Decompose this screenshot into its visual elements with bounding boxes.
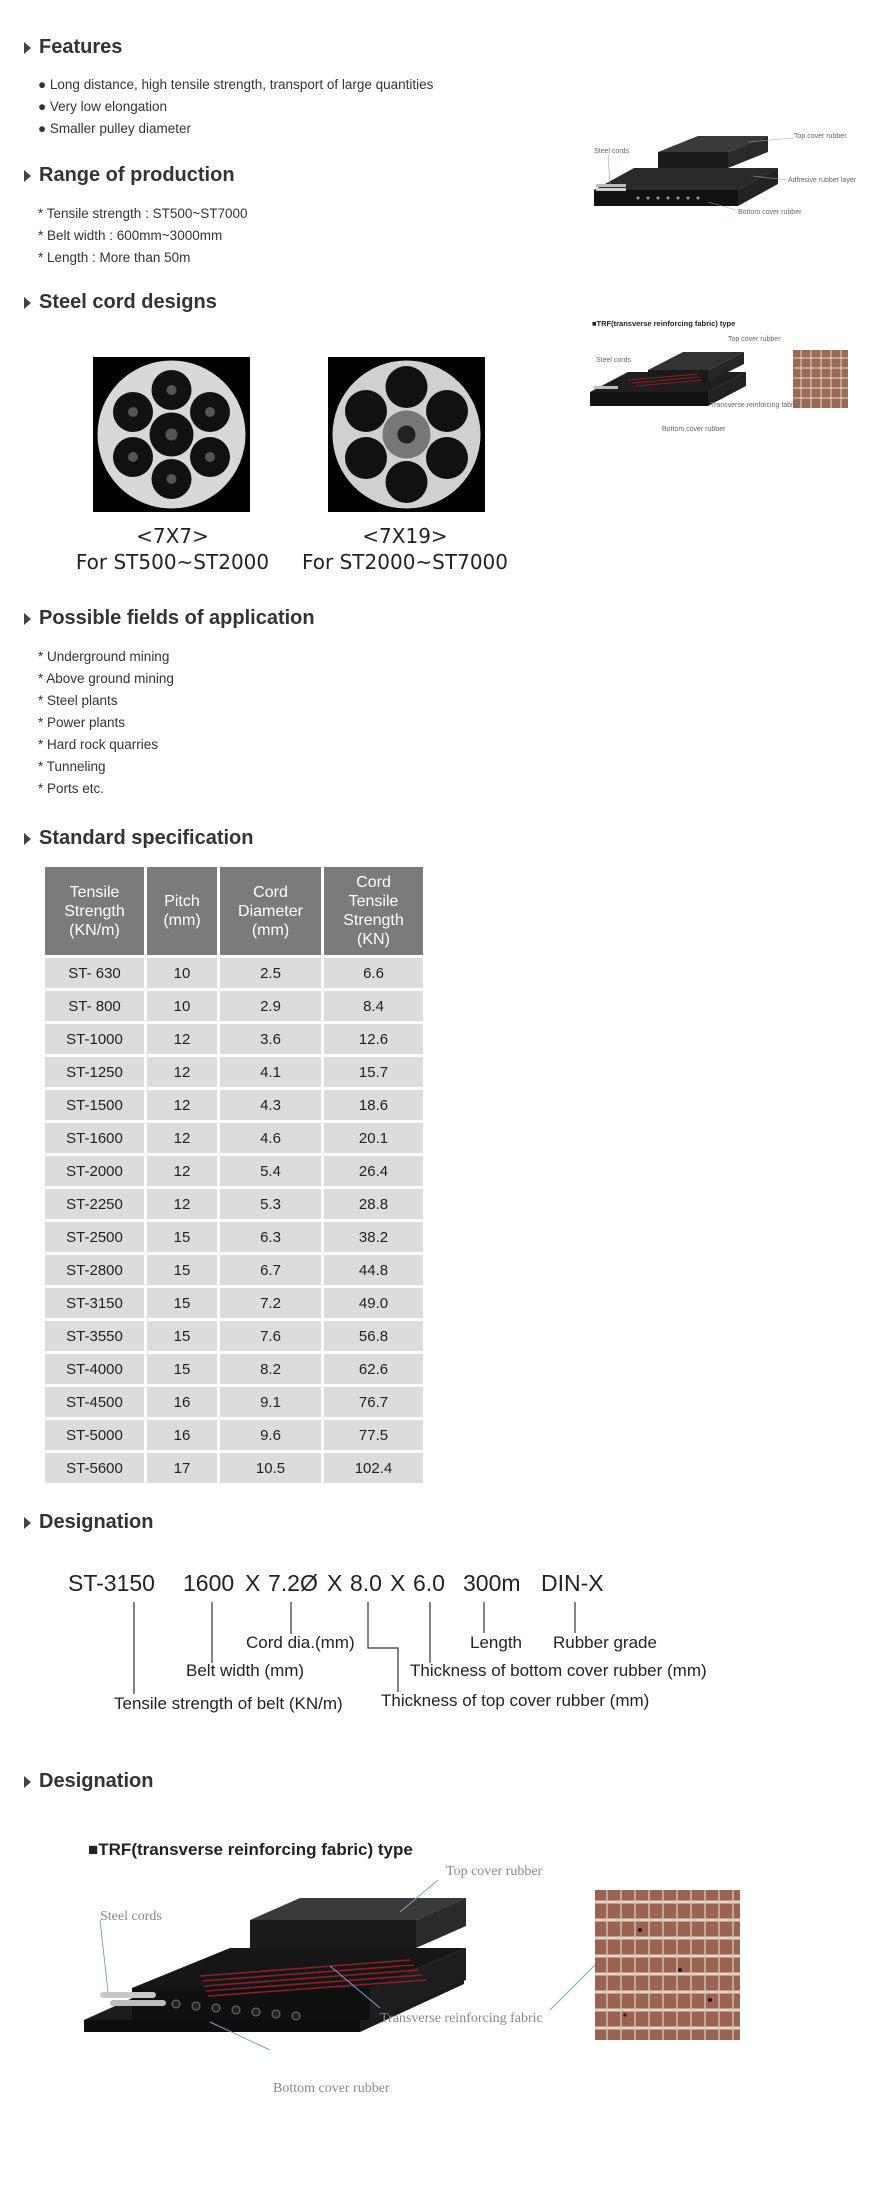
table-row [45, 1189, 423, 1219]
table-cell: 5.4 [220, 1156, 321, 1186]
list-item: * Ports etc. [38, 781, 105, 796]
table-cell: 77.5 [324, 1420, 423, 1450]
col-header-cord-diameter: Cord Diameter (mm) [220, 867, 321, 955]
table-cell: ST-5000 [45, 1420, 144, 1450]
label-belt-width: Belt width (mm) [186, 1661, 305, 1680]
cord-7x7-name: <7X7> [136, 524, 209, 548]
table-row [45, 1255, 423, 1285]
table-cell: 9.1 [220, 1387, 321, 1417]
table-cell: 10 [147, 991, 217, 1021]
table-row [45, 958, 423, 988]
triangle-icon [24, 1517, 31, 1529]
list-item: * Tensile strength : ST500~ST7000 [38, 206, 248, 221]
triangle-icon [24, 1776, 31, 1788]
table-cell: 102.4 [324, 1453, 423, 1483]
table-row [45, 1222, 423, 1252]
table-row [45, 1387, 423, 1417]
cord-7x19-range: For ST2000~ST7000 [302, 550, 508, 574]
table-cell: ST-1250 [45, 1057, 144, 1087]
table-row [45, 1090, 423, 1120]
code-rubber-grade: DIN-X [541, 1570, 604, 1596]
table-cell: 3.6 [220, 1024, 321, 1054]
table-row [45, 1024, 423, 1054]
spec-heading: Standard specification [24, 827, 254, 850]
range-list [38, 203, 248, 269]
small-trf-steel-cords-label: Steel cords [596, 357, 632, 364]
table-cell: ST-5600 [45, 1453, 144, 1483]
table-header-row [45, 867, 423, 955]
small-trf-title: ■TRF(transverse reinforcing fabric) type [592, 319, 736, 328]
cord-7x7-image [93, 357, 250, 512]
table-cell: 9.6 [220, 1420, 321, 1450]
table-cell: ST-1500 [45, 1090, 144, 1120]
trf-top-cover-label: Top cover rubber [446, 1864, 543, 1879]
small-steel-cords-label: Steel cords [594, 148, 630, 155]
list-item: * Power plants [38, 715, 126, 730]
table-cell: 6.3 [220, 1222, 321, 1252]
table-cell: 17 [147, 1453, 217, 1483]
label-tensile: Tensile strength of belt (KN/m) [114, 1694, 343, 1713]
table-row [45, 991, 423, 1021]
code-top-thickness: 8.0 [350, 1570, 382, 1596]
table-row [45, 1321, 423, 1351]
table-cell: 10.5 [220, 1453, 321, 1483]
table-cell: 12 [147, 1090, 217, 1120]
small-trf-top-cover-label: Top cover rubber [728, 336, 781, 343]
list-item: ● Very low elongation [38, 99, 167, 114]
small-top-cover-label: Top cover rubber [794, 133, 847, 140]
cord-designs-heading: Steel cord designs [24, 291, 217, 314]
code-width: 1600 [183, 1570, 235, 1596]
triangle-icon [24, 297, 31, 309]
table-row [45, 1057, 423, 1087]
table-cell: 4.1 [220, 1057, 321, 1087]
list-item: * Steel plants [38, 693, 118, 708]
list-item: ● Smaller pulley diameter [38, 121, 191, 136]
code-cord-dia: 7.2Ø [268, 1570, 318, 1596]
cord-7x19-caption [290, 523, 520, 575]
list-item: * Length : More than 50m [38, 250, 191, 265]
table-cell: ST-2800 [45, 1255, 144, 1285]
table-cell: 12 [147, 1123, 217, 1153]
table-cell: 44.8 [324, 1255, 423, 1285]
table-cell: 12 [147, 1189, 217, 1219]
table-cell: ST-2250 [45, 1189, 144, 1219]
triangle-icon [24, 613, 31, 625]
code-length: 300m [463, 1570, 521, 1596]
table-cell: 4.6 [220, 1123, 321, 1153]
table-cell: 49.0 [324, 1288, 423, 1318]
table-row [45, 1354, 423, 1384]
table-cell: ST-1600 [45, 1123, 144, 1153]
triangle-icon [24, 833, 31, 845]
features-heading: Features [24, 36, 122, 59]
table-cell: ST-1000 [45, 1024, 144, 1054]
list-item: * Hard rock quarries [38, 737, 159, 752]
table-cell: 20.1 [324, 1123, 423, 1153]
table-cell: 8.4 [324, 991, 423, 1021]
table-cell: 16 [147, 1387, 217, 1417]
table-cell: ST-4000 [45, 1354, 144, 1384]
label-cord-dia: Cord dia.(mm) [246, 1633, 355, 1652]
trf-diagram-small [588, 330, 858, 440]
small-trf-bottom-cover-label: Bottom cover rubber [662, 426, 726, 433]
table-cell: 15 [147, 1222, 217, 1252]
list-item: ● Long distance, high tensile strength, transport of large quantities [38, 77, 434, 92]
table-row [45, 1453, 423, 1483]
table-cell: 2.5 [220, 958, 321, 988]
table-cell: 7.6 [220, 1321, 321, 1351]
trf-fabric-label: Transverse reinforcing fabric [380, 2011, 543, 2026]
table-cell: ST-3150 [45, 1288, 144, 1318]
table-cell: ST-3550 [45, 1321, 144, 1351]
table-cell: 7.2 [220, 1288, 321, 1318]
table-row [45, 1123, 423, 1153]
trf-diagram-large [80, 1880, 800, 2120]
table-cell: 6.7 [220, 1255, 321, 1285]
trf-title: ■TRF(transverse reinforcing fabric) type [88, 1840, 413, 1859]
label-rubber-grade: Rubber grade [553, 1633, 657, 1652]
table-cell: 10 [147, 958, 217, 988]
table-cell: 15 [147, 1321, 217, 1351]
code-sep-1: X [245, 1570, 261, 1596]
table-cell: 12 [147, 1156, 217, 1186]
table-cell: 5.3 [220, 1189, 321, 1219]
table-cell: 12.6 [324, 1024, 423, 1054]
table-cell: ST-4500 [45, 1387, 144, 1417]
table-cell: 26.4 [324, 1156, 423, 1186]
cord-7x19-image [328, 357, 485, 512]
small-trf-fabric-label: Transverse reinforcing fabric [710, 402, 799, 409]
features-list [38, 74, 433, 140]
table-row [45, 1288, 423, 1318]
code-tensile: ST-3150 [68, 1570, 155, 1596]
table-cell: 28.8 [324, 1189, 423, 1219]
small-adhesive-label: Adhesive rubber layer [788, 177, 857, 184]
col-header-pitch: Pitch (mm) [147, 867, 217, 955]
table-cell: 8.2 [220, 1354, 321, 1384]
code-sep-3: X [390, 1570, 406, 1596]
table-cell: 12 [147, 1024, 217, 1054]
table-row [45, 1420, 423, 1450]
triangle-icon [24, 42, 31, 54]
table-cell: 15 [147, 1288, 217, 1318]
trf-steel-cords-label: Steel cords [100, 1909, 162, 1924]
cord-7x19-name: <7X19> [362, 524, 448, 548]
table-cell: 76.7 [324, 1387, 423, 1417]
table-cell: 16 [147, 1420, 217, 1450]
table-cell: ST- 800 [45, 991, 144, 1021]
table-cell: 12 [147, 1057, 217, 1087]
list-item: * Underground mining [38, 649, 170, 664]
list-item: * Belt width : 600mm~3000mm [38, 228, 223, 243]
table-cell: 15 [147, 1255, 217, 1285]
label-length: Length [470, 1633, 522, 1652]
list-item: * Above ground mining [38, 671, 174, 686]
table-cell: 2.9 [220, 991, 321, 1021]
label-bottom-thickness: Thickness of bottom cover rubber (mm) [410, 1661, 707, 1680]
small-bottom-cover-label: Bottom cover rubber [738, 209, 802, 216]
table-cell: 15 [147, 1354, 217, 1384]
table-cell: 18.6 [324, 1090, 423, 1120]
table-cell: 62.6 [324, 1354, 423, 1384]
table-cell: ST-2500 [45, 1222, 144, 1252]
spec-table [42, 864, 426, 1486]
table-cell: ST-2000 [45, 1156, 144, 1186]
col-header-cord-strength: Cord Tensile Strength (KN) [324, 867, 423, 955]
col-header-tensile: Tensile Strength (KN/m) [45, 867, 144, 955]
triangle-icon [24, 170, 31, 182]
label-top-thickness: Thickness of top cover rubber (mm) [381, 1691, 650, 1710]
trf-bottom-cover-label: Bottom cover rubber [273, 2081, 390, 2096]
range-heading: Range of production [24, 164, 235, 187]
table-cell: 56.8 [324, 1321, 423, 1351]
table-row [45, 1156, 423, 1186]
list-item: * Tunneling [38, 759, 106, 774]
designation2-heading: Designation [24, 1770, 153, 1793]
table-cell: 4.3 [220, 1090, 321, 1120]
designation-heading: Designation [24, 1511, 153, 1534]
table-cell: 15.7 [324, 1057, 423, 1087]
cord-7x7-caption [60, 523, 285, 575]
code-bottom-thickness: 6.0 [413, 1570, 445, 1596]
table-cell: 38.2 [324, 1222, 423, 1252]
table-cell: ST- 630 [45, 958, 144, 988]
fields-heading: Possible fields of application [24, 607, 315, 630]
code-sep-2: X [327, 1570, 343, 1596]
table-cell: 6.6 [324, 958, 423, 988]
cord-7x7-range: For ST500~ST2000 [75, 550, 270, 574]
fields-list [38, 646, 174, 800]
